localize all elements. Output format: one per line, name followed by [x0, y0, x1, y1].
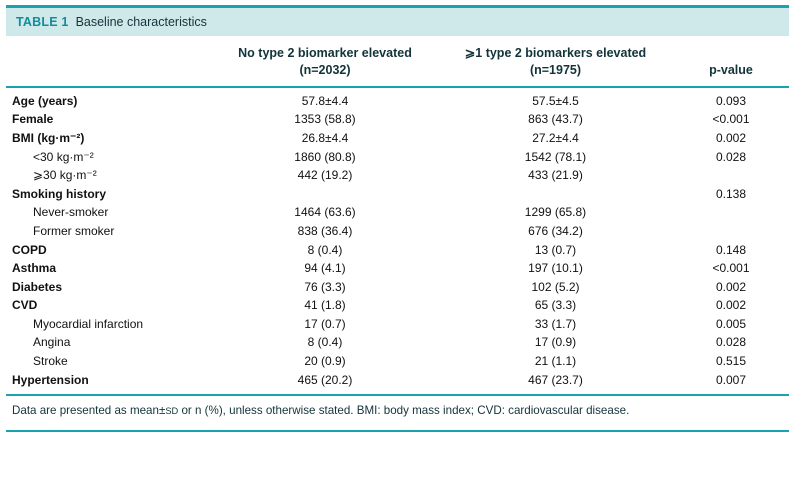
- table-footnote: [6, 396, 789, 426]
- table-row: [6, 278, 789, 297]
- table-head: [6, 36, 789, 87]
- row-value-group-2: 57.5±4.5: [532, 93, 579, 108]
- row-value-group-2: 27.2±4.4: [532, 130, 579, 145]
- row-label: Female: [12, 112, 54, 127]
- row-value-group-2: 13 (0.7): [534, 242, 577, 257]
- table-title-bar: [6, 5, 789, 36]
- baseline-characteristics-table: [6, 5, 789, 432]
- row-label: Age (years): [12, 93, 78, 108]
- column-header-group-2-n: (n=1975): [529, 62, 582, 77]
- footnote-sd-abbrev: SD: [165, 405, 179, 416]
- row-p-value: 0.028: [715, 149, 747, 164]
- row-value-group-1: 1464 (63.6): [294, 205, 356, 220]
- row-p-value: 0.005: [715, 316, 747, 331]
- row-label: Never-smoker: [33, 205, 109, 220]
- row-label: Myocardial infarction: [33, 316, 144, 331]
- data-table: [6, 36, 789, 390]
- table-row: [6, 87, 789, 111]
- table-row: [6, 167, 789, 186]
- row-value-group-1: 8 (0.4): [307, 335, 343, 350]
- row-label: Stroke: [33, 354, 68, 369]
- row-value-group-1: 94 (4.1): [304, 261, 346, 276]
- column-header-characteristic: [6, 36, 212, 87]
- row-value-group-2: 1542 (78.1): [524, 149, 587, 164]
- row-value-group-1: 57.8±4.4: [301, 93, 349, 108]
- row-value-group-1: 26.8±4.4: [301, 130, 349, 145]
- table-number-label: TABLE 1: [16, 15, 69, 29]
- row-p-value: 0.093: [715, 93, 747, 108]
- row-value-group-1: 838 (36.4): [297, 223, 353, 238]
- row-value-group-2: [438, 185, 673, 204]
- row-p-value: 0.007: [715, 372, 747, 387]
- row-value-group-1: 442 (19.2): [297, 168, 353, 183]
- table-row: [6, 315, 789, 334]
- row-label: BMI (kg·m⁻²): [12, 130, 85, 145]
- table-row: [6, 297, 789, 316]
- column-header-group-1: [212, 36, 438, 87]
- row-value-group-1: 41 (1.8): [304, 298, 346, 313]
- row-value-group-2: 21 (1.1): [534, 354, 577, 369]
- row-value-group-1: 17 (0.7): [304, 316, 346, 331]
- row-value-group-1: 8 (0.4): [307, 242, 343, 257]
- row-value-group-2: 65 (3.3): [534, 298, 577, 313]
- row-label: Diabetes: [12, 279, 63, 294]
- row-p-value: <0.001: [712, 112, 750, 127]
- column-header-p-value: p-value: [673, 36, 789, 87]
- header-row: [6, 36, 789, 87]
- table-caption: Baseline characteristics: [75, 15, 207, 29]
- table-row: [6, 222, 789, 241]
- row-label: Angina: [33, 335, 71, 350]
- row-value-group-1: 1353 (58.8): [294, 112, 356, 127]
- row-value-group-2: 467 (23.7): [528, 372, 583, 387]
- row-p-value: 0.515: [715, 354, 747, 369]
- row-p-value: 0.002: [715, 298, 747, 313]
- row-p-value: 0.002: [715, 279, 747, 294]
- row-value-group-1: [212, 185, 438, 204]
- row-p-value: [673, 222, 789, 241]
- row-p-value: [673, 167, 789, 186]
- row-p-value: 0.138: [715, 186, 747, 201]
- row-value-group-1: 20 (0.9): [304, 354, 346, 369]
- column-header-group-1-line1: No type 2 biomarker elevated: [238, 46, 412, 60]
- row-p-value: 0.002: [715, 130, 747, 145]
- column-header-group-2: [438, 36, 673, 87]
- row-value-group-1: 1860 (80.8): [294, 149, 356, 164]
- table-row: [6, 334, 789, 353]
- row-label: COPD: [12, 242, 47, 257]
- table-row: [6, 241, 789, 260]
- table-row: [6, 260, 789, 279]
- table-row: [6, 129, 789, 148]
- row-value-group-2: 863 (43.7): [528, 112, 583, 127]
- row-label: <30 kg·m⁻²: [33, 149, 94, 164]
- table-row: [6, 204, 789, 223]
- row-value-group-1: 465 (20.2): [297, 372, 353, 387]
- row-label: CVD: [12, 298, 38, 313]
- table-row: [6, 148, 789, 167]
- footnote-part-2: or n (%), unless otherwise stated. BMI: body mass index; CVD: cardiovascular disease.: [178, 403, 630, 417]
- table-body: [6, 87, 789, 390]
- row-p-value: [673, 204, 789, 223]
- row-value-group-2: 1299 (65.8): [524, 205, 587, 220]
- column-header-group-1-n: (n=2032): [299, 62, 351, 77]
- row-value-group-2: 102 (5.2): [531, 279, 580, 294]
- row-p-value: <0.001: [712, 261, 750, 276]
- bottom-divider: [6, 430, 789, 432]
- row-value-group-2: 197 (10.1): [528, 261, 583, 276]
- footnote-part-1: Data are presented as mean±: [12, 403, 166, 417]
- row-label: Smoking history: [12, 186, 107, 201]
- row-label: ⩾30 kg·m⁻²: [33, 168, 97, 183]
- row-label: Former smoker: [33, 223, 115, 238]
- table-row: [6, 111, 789, 130]
- row-value-group-2: 433 (21.9): [528, 168, 583, 183]
- table-row: [6, 371, 789, 390]
- table-row: [6, 185, 789, 204]
- row-value-group-2: 676 (34.2): [528, 223, 583, 238]
- column-header-group-2-line1: ⩾1 type 2 biomarkers elevated: [464, 46, 647, 60]
- row-label: Asthma: [12, 261, 57, 276]
- row-label: Hypertension: [12, 372, 89, 387]
- row-value-group-1: 76 (3.3): [304, 279, 346, 294]
- table-row: [6, 353, 789, 372]
- row-value-group-2: 33 (1.7): [534, 316, 577, 331]
- row-p-value: 0.148: [715, 242, 747, 257]
- row-p-value: 0.028: [715, 335, 747, 350]
- row-value-group-2: 17 (0.9): [534, 335, 577, 350]
